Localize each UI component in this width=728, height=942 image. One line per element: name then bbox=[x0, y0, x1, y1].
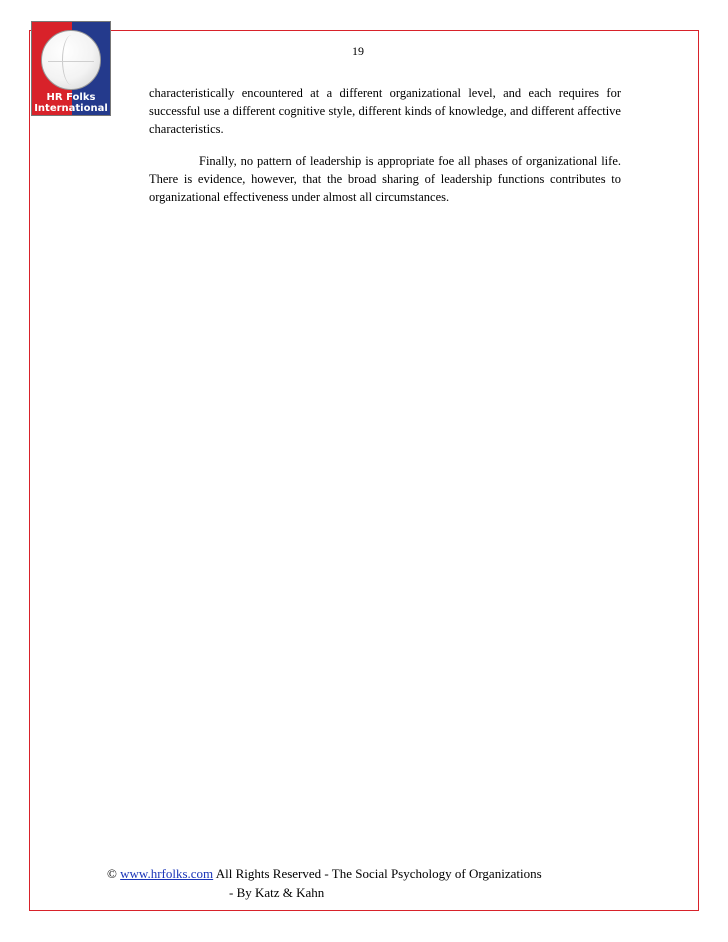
copyright-symbol: © bbox=[107, 866, 117, 881]
logo-text-line1: HR Folks bbox=[46, 92, 96, 103]
hr-folks-logo bbox=[31, 21, 111, 116]
footer-byline: - By Katz & Kahn bbox=[229, 885, 325, 900]
rights-text: All Rights Reserved - The Social Psychology of Organizations bbox=[215, 866, 542, 881]
paragraph: characteristically encountered at a different organizational level, and each requires for successful use a different cognitive style, different kinds of knowledge, and different affective characteristics. bbox=[149, 86, 621, 136]
footer bbox=[107, 864, 627, 902]
website-link[interactable]: www.hrfolks.com bbox=[120, 866, 214, 881]
paragraph: Finally, no pattern of leadership is appropriate foe all phases of organizational life. There is evidence, however, that the broad sharing of leadership functions contributes to organizational effectiveness under almost all circumstances. bbox=[149, 154, 621, 204]
logo-ball-icon bbox=[41, 30, 101, 90]
body-text bbox=[149, 84, 621, 206]
page-number: 19 bbox=[352, 44, 364, 58]
logo-text-line2: International bbox=[34, 103, 108, 114]
footer-line-1 bbox=[107, 864, 627, 883]
